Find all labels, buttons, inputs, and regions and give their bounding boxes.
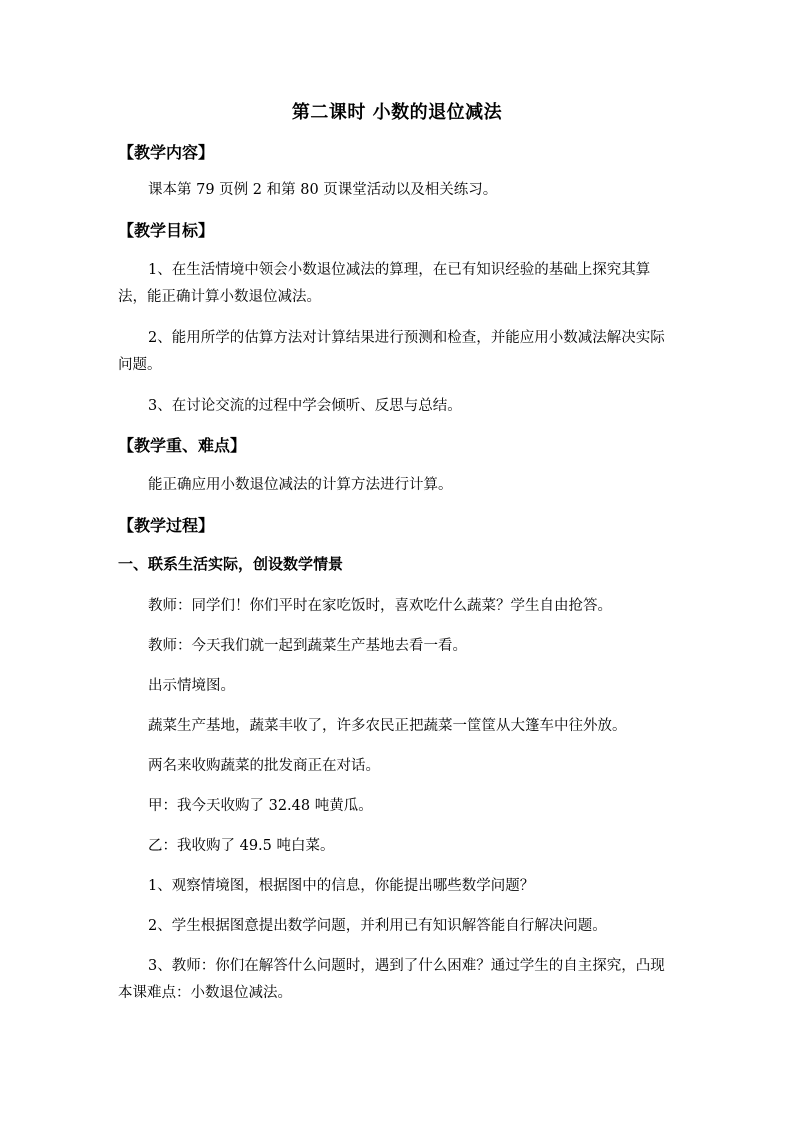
paragraph-9: 2、学生根据图意提出数学问题，并利用已有知识解答能自行解决问题。 [148, 918, 607, 934]
content-text: 课本第 79 页例 2 和第 80 页课堂活动以及相关练习。 [148, 182, 498, 198]
paragraph-4: 蔬菜生产基地，蔬菜丰收了，许多农民正把蔬菜一筐筐从大篷车中往外放。 [148, 718, 627, 734]
process-heading: 【教学过程】 [118, 516, 215, 535]
goal-3: 3、在讨论交流的过程中学会倾听、反思与总结。 [148, 398, 462, 414]
step-1-heading: 一、联系生活实际，创设数学情景 [118, 555, 344, 573]
paragraph-7: 乙：我收购了 49.5 吨白菜。 [148, 838, 335, 854]
paragraph-2: 教师：今天我们就一起到蔬菜生产基地去看一看。 [148, 638, 467, 654]
goal-2: 2、能用所学的估算方法对计算结果进行预测和检查，并能应用小数减法解决实际问题。 [118, 330, 665, 373]
paragraph-10: 3、教师：你们在解答什么问题时，遇到了什么困难？通过学生的自主探究，凸现本课难点：小数退位减法。 [118, 958, 665, 1001]
content-heading: 【教学内容】 [118, 143, 215, 162]
key-points-text: 能正确应用小数退位减法的计算方法进行计算。 [148, 477, 453, 493]
paragraph-8: 1、观察情境图，根据图中的信息，你能提出哪些数学问题？ [148, 878, 535, 894]
goals-heading: 【教学目标】 [118, 221, 215, 240]
paragraph-5: 两名来收购蔬菜的批发商正在对话。 [148, 758, 380, 774]
paragraph-6: 甲：我今天收购了 32.48 吨黄瓜。 [148, 798, 373, 814]
paragraph-3: 出示情境图。 [148, 678, 235, 694]
goal-1: 1、在生活情境中领会小数退位减法的算理，在已有知识经验的基础上探究其算法，能正确计算小数退位减法。 [118, 262, 651, 305]
page-title: 第二课时 小数的退位减法 [291, 102, 503, 123]
paragraph-1: 教师：同学们！你们平时在家吃饭时，喜欢吃什么蔬菜？学生自由抢答。 [148, 598, 612, 614]
key-points-heading: 【教学重、难点】 [118, 436, 247, 455]
